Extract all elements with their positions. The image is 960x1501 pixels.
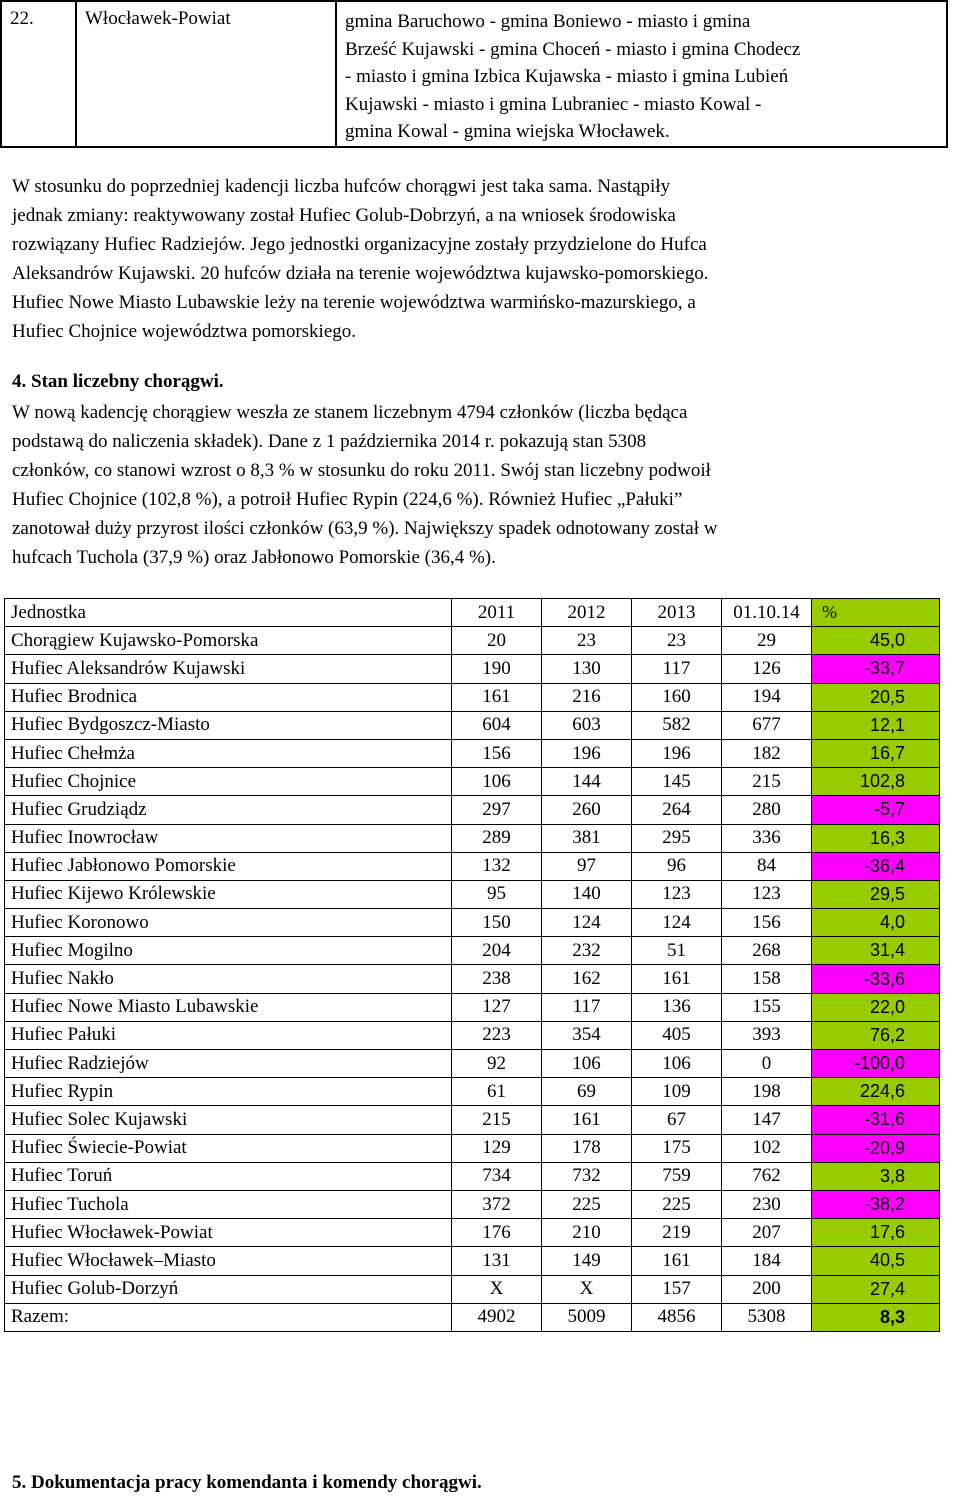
section-heading-5: 5. Dokumentacja pracy komendanta i komendy chorągwi. <box>12 1472 482 1493</box>
value-2014: 268 <box>722 937 812 965</box>
percent-change: 12,1 <box>812 711 940 739</box>
table-row <box>5 1050 940 1078</box>
value-2011: 604 <box>452 711 542 739</box>
paragraph-line: Aleksandrów Kujawski. 20 hufców działa na terenie województwa kujawsko-pomorskiego. <box>12 263 709 284</box>
percent-change: -33,6 <box>812 965 940 993</box>
communes-line: - miasto i gmina Izbica Kujawska - miasto i gmina Lubień <box>345 66 789 87</box>
value-2011: 734 <box>452 1162 542 1190</box>
table-row <box>5 711 940 739</box>
value-2013: 4856 <box>632 1303 722 1331</box>
value-2012: 161 <box>542 1106 632 1134</box>
value-2012: 196 <box>542 739 632 767</box>
unit-name: Hufiec Nowe Miasto Lubawskie <box>5 993 452 1021</box>
unit-name: Hufiec Golub-Dorzyń <box>5 1275 452 1303</box>
value-2011: 372 <box>452 1190 542 1218</box>
table-row <box>5 965 940 993</box>
table-row <box>5 1078 940 1106</box>
value-2013: 51 <box>632 937 722 965</box>
communes-line: Kujawski - miasto i gmina Lubraniec - miasto Kowal - <box>345 93 762 115</box>
percent-change: 16,7 <box>812 739 940 767</box>
value-2011: 215 <box>452 1106 542 1134</box>
value-2011: 176 <box>452 1219 542 1247</box>
value-2013: 145 <box>632 768 722 796</box>
header-2014: 01.10.14 <box>722 599 812 627</box>
value-2011: 289 <box>452 824 542 852</box>
unit-name: Hufiec Brodnica <box>5 683 452 711</box>
unit-name: Hufiec Włocławek-Powiat <box>5 1219 452 1247</box>
unit-name: Hufiec Chełmża <box>5 739 452 767</box>
value-2014: 126 <box>722 655 812 683</box>
percent-change: 29,5 <box>812 880 940 908</box>
value-2012: 260 <box>542 796 632 824</box>
header-unit: Jednostka <box>5 599 452 627</box>
value-2012: 178 <box>542 1134 632 1162</box>
unit-name: Hufiec Bydgoszcz-Miasto <box>5 711 452 739</box>
percent-change: 31,4 <box>812 937 940 965</box>
paragraph-line: rozwiązany Hufiec Radziejów. Jego jednostki organizacyjne zostały przydzielone do Hufca <box>12 234 707 255</box>
value-2014: 158 <box>722 965 812 993</box>
unit-name: Hufiec Aleksandrów Kujawski <box>5 655 452 683</box>
value-2013: 160 <box>632 683 722 711</box>
value-2013: 106 <box>632 1050 722 1078</box>
paragraph-line: jednak zmiany: reaktywowany został Hufiec Golub-Dobrzyń, a na wniosek środowiska <box>12 205 676 226</box>
paragraph-line: Hufiec Chojnice (102,8 %), a potroił Hufiec Rypin (224,6 %). Również Hufiec „Pałuki” <box>12 489 683 510</box>
value-2013: 759 <box>632 1162 722 1190</box>
value-2011: 127 <box>452 993 542 1021</box>
value-2014: 200 <box>722 1275 812 1303</box>
value-2013: 405 <box>632 1021 722 1049</box>
value-2011: 20 <box>452 627 542 655</box>
unit-name: Hufiec Pałuki <box>5 1021 452 1049</box>
value-2013: 96 <box>632 852 722 880</box>
value-2013: 124 <box>632 909 722 937</box>
paragraph-line: Hufiec Chojnice województwa pomorskiego. <box>12 321 357 342</box>
table-row <box>5 768 940 796</box>
value-2013: 219 <box>632 1219 722 1247</box>
paragraph-line: członków, co stanowi wzrost o 8,3 % w stosunku do roku 2011. Swój stan liczebny podwoił <box>12 460 711 481</box>
value-2014: 207 <box>722 1219 812 1247</box>
unit-name: Hufiec Koronowo <box>5 909 452 937</box>
value-2014: 29 <box>722 627 812 655</box>
header-2012: 2012 <box>542 599 632 627</box>
percent-change: 8,3 <box>812 1303 940 1331</box>
section-heading-4: 4. Stan liczebny chorągwi. <box>12 371 224 392</box>
table-row <box>5 880 940 908</box>
value-2012: 117 <box>542 993 632 1021</box>
value-2011: 161 <box>452 683 542 711</box>
percent-change: -31,6 <box>812 1106 940 1134</box>
value-2013: 582 <box>632 711 722 739</box>
value-2014: 198 <box>722 1078 812 1106</box>
value-2011: X <box>452 1275 542 1303</box>
percent-change: -5,7 <box>812 796 940 824</box>
value-2014: 215 <box>722 768 812 796</box>
paragraph-line: Hufiec Nowe Miasto Lubawskie leży na terenie województwa warmińsko-mazurskiego, a <box>12 292 696 313</box>
percent-change: -33,7 <box>812 655 940 683</box>
value-2014: 147 <box>722 1106 812 1134</box>
district-communes <box>337 2 946 146</box>
value-2011: 92 <box>452 1050 542 1078</box>
value-2014: 230 <box>722 1190 812 1218</box>
table-row <box>5 1303 940 1331</box>
table-row <box>5 655 940 683</box>
percent-change: -36,4 <box>812 852 940 880</box>
percent-change: 22,0 <box>812 993 940 1021</box>
value-2014: 280 <box>722 796 812 824</box>
table-row <box>5 1247 940 1275</box>
value-2013: 295 <box>632 824 722 852</box>
table-header-row <box>5 599 940 627</box>
percent-change: 4,0 <box>812 909 940 937</box>
district-number: 22. <box>2 2 77 146</box>
percent-change: 102,8 <box>812 768 940 796</box>
percent-change: 76,2 <box>812 1021 940 1049</box>
value-2012: 216 <box>542 683 632 711</box>
district-name: Włocławek-Powiat <box>77 2 337 146</box>
unit-name: Hufiec Inowrocław <box>5 824 452 852</box>
value-2014: 182 <box>722 739 812 767</box>
value-2012: 124 <box>542 909 632 937</box>
percent-change: 3,8 <box>812 1162 940 1190</box>
value-2013: 117 <box>632 655 722 683</box>
value-2011: 156 <box>452 739 542 767</box>
table-row <box>5 824 940 852</box>
value-2011: 297 <box>452 796 542 824</box>
table-row <box>5 1134 940 1162</box>
value-2012: 97 <box>542 852 632 880</box>
value-2013: 109 <box>632 1078 722 1106</box>
communes-line: gmina Baruchowo - gmina Boniewo - miasto i gmina <box>345 11 751 32</box>
header-2013: 2013 <box>632 599 722 627</box>
percent-change: 45,0 <box>812 627 940 655</box>
value-2011: 150 <box>452 909 542 937</box>
table-row <box>5 909 940 937</box>
value-2014: 194 <box>722 683 812 711</box>
value-2011: 4902 <box>452 1303 542 1331</box>
membership-table <box>4 598 940 1332</box>
unit-name: Hufiec Jabłonowo Pomorskie <box>5 852 452 880</box>
unit-name: Hufiec Solec Kujawski <box>5 1106 452 1134</box>
value-2013: 264 <box>632 796 722 824</box>
value-2012: 149 <box>542 1247 632 1275</box>
table-row <box>5 852 940 880</box>
value-2011: 223 <box>452 1021 542 1049</box>
value-2014: 0 <box>722 1050 812 1078</box>
communes-line: Brześć Kujawski - gmina Choceń - miasto i gmina Chodecz <box>345 38 801 60</box>
value-2013: 196 <box>632 739 722 767</box>
value-2013: 136 <box>632 993 722 1021</box>
unit-name: Hufiec Tuchola <box>5 1190 452 1218</box>
unit-name: Hufiec Radziejów <box>5 1050 452 1078</box>
value-2012: 210 <box>542 1219 632 1247</box>
unit-name: Hufiec Nakło <box>5 965 452 993</box>
value-2014: 102 <box>722 1134 812 1162</box>
unit-name: Hufiec Rypin <box>5 1078 452 1106</box>
value-2011: 131 <box>452 1247 542 1275</box>
value-2014: 84 <box>722 852 812 880</box>
percent-change: 17,6 <box>812 1219 940 1247</box>
unit-name: Hufiec Grudziądz <box>5 796 452 824</box>
value-2014: 123 <box>722 880 812 908</box>
value-2012: 144 <box>542 768 632 796</box>
value-2013: 67 <box>632 1106 722 1134</box>
value-2012: 69 <box>542 1078 632 1106</box>
value-2012: 140 <box>542 880 632 908</box>
value-2011: 204 <box>452 937 542 965</box>
value-2012: 23 <box>542 627 632 655</box>
value-2014: 393 <box>722 1021 812 1049</box>
unit-name: Hufiec Włocławek–Miasto <box>5 1247 452 1275</box>
communes-line: gmina Kowal - gmina wiejska Włocławek. <box>345 121 670 142</box>
unit-name: Hufiec Chojnice <box>5 768 452 796</box>
header-2011: 2011 <box>452 599 542 627</box>
value-2012: 5009 <box>542 1303 632 1331</box>
unit-name: Razem: <box>5 1303 452 1331</box>
percent-change: 16,3 <box>812 824 940 852</box>
value-2013: 161 <box>632 965 722 993</box>
value-2013: 225 <box>632 1190 722 1218</box>
value-2014: 677 <box>722 711 812 739</box>
percent-change: 40,5 <box>812 1247 940 1275</box>
percent-change: 20,5 <box>812 683 940 711</box>
paragraph-membership <box>12 398 937 572</box>
table-row <box>5 1219 940 1247</box>
value-2012: 130 <box>542 655 632 683</box>
table-row <box>5 1162 940 1190</box>
percent-change: -100,0 <box>812 1050 940 1078</box>
percent-change: -20,9 <box>812 1134 940 1162</box>
value-2011: 129 <box>452 1134 542 1162</box>
value-2014: 336 <box>722 824 812 852</box>
value-2011: 190 <box>452 655 542 683</box>
value-2013: 23 <box>632 627 722 655</box>
value-2011: 106 <box>452 768 542 796</box>
table-row <box>5 627 940 655</box>
paragraph-units <box>12 172 937 346</box>
value-2013: 123 <box>632 880 722 908</box>
paragraph-line: W stosunku do poprzedniej kadencji liczba hufców chorągwi jest taka sama. Nastąpiły <box>12 176 671 197</box>
paragraph-line: zanotował duży przyrost ilości członków (63,9 %). Największy spadek odnotowany został w <box>12 518 718 539</box>
paragraph-line: W nową kadencję chorągiew weszła ze stanem liczebnym 4794 członków (liczba będąca <box>12 402 688 423</box>
percent-change: -38,2 <box>812 1190 940 1218</box>
unit-name: Chorągiew Kujawsko-Pomorska <box>5 627 452 655</box>
unit-name: Hufiec Kijewo Królewskie <box>5 880 452 908</box>
table-row <box>5 683 940 711</box>
value-2011: 238 <box>452 965 542 993</box>
value-2012: 232 <box>542 937 632 965</box>
value-2013: 161 <box>632 1247 722 1275</box>
value-2012: 106 <box>542 1050 632 1078</box>
unit-name: Hufiec Świecie-Powiat <box>5 1134 452 1162</box>
table-row <box>5 1021 940 1049</box>
value-2012: 162 <box>542 965 632 993</box>
table-row <box>5 1275 940 1303</box>
paragraph-line: hufcach Tuchola (37,9 %) oraz Jabłonowo Pomorskie (36,4 %). <box>12 547 496 568</box>
header-percent: % <box>812 599 940 627</box>
table-row <box>5 993 940 1021</box>
table-row <box>5 1190 940 1218</box>
table-row <box>5 937 940 965</box>
value-2011: 61 <box>452 1078 542 1106</box>
value-2012: 225 <box>542 1190 632 1218</box>
paragraph-line: podstawą do naliczenia składek). Dane z 1 października 2014 r. pokazują stan 5308 <box>12 431 647 452</box>
value-2012: 354 <box>542 1021 632 1049</box>
value-2012: 603 <box>542 711 632 739</box>
value-2014: 762 <box>722 1162 812 1190</box>
table-row <box>5 796 940 824</box>
percent-change: 27,4 <box>812 1275 940 1303</box>
value-2014: 5308 <box>722 1303 812 1331</box>
district-table <box>0 0 948 148</box>
value-2013: 157 <box>632 1275 722 1303</box>
value-2012: 732 <box>542 1162 632 1190</box>
percent-change: 224,6 <box>812 1078 940 1106</box>
value-2011: 95 <box>452 880 542 908</box>
value-2014: 155 <box>722 993 812 1021</box>
value-2011: 132 <box>452 852 542 880</box>
value-2014: 184 <box>722 1247 812 1275</box>
value-2012: X <box>542 1275 632 1303</box>
unit-name: Hufiec Mogilno <box>5 937 452 965</box>
value-2013: 175 <box>632 1134 722 1162</box>
unit-name: Hufiec Toruń <box>5 1162 452 1190</box>
table-row <box>5 1106 940 1134</box>
value-2014: 156 <box>722 909 812 937</box>
table-row <box>5 739 940 767</box>
value-2012: 381 <box>542 824 632 852</box>
